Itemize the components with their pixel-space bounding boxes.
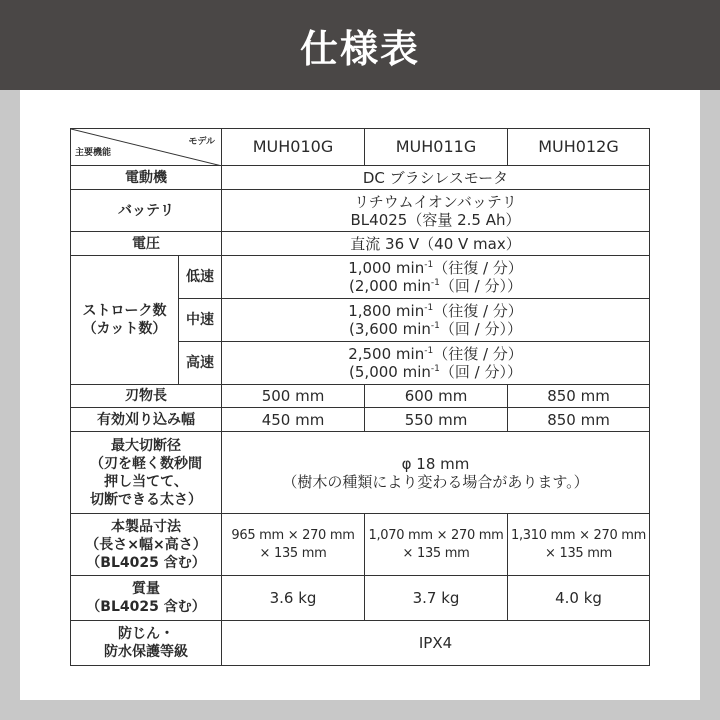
mass-label-line2: （BL4025 含む） <box>86 599 206 615</box>
dimensions-3 <box>508 514 650 576</box>
mass-2: 3.7 kg <box>365 576 508 621</box>
waterproof-label <box>71 621 222 666</box>
spec-panel <box>20 90 700 700</box>
speed-low-label: 低速 <box>179 256 222 299</box>
speed-high-cuts: (5,000 <box>349 363 403 381</box>
blade-length-label: 刃物長 <box>71 385 222 408</box>
speed-mid-unit2: （回 / 分）） <box>439 320 522 338</box>
min-exponent: -1 <box>430 278 440 288</box>
min-exponent: -1 <box>430 321 440 331</box>
max-cut-label-line3: 押し当てて、 <box>104 473 188 490</box>
corner-cell <box>71 129 222 166</box>
stroke-label <box>71 256 179 385</box>
min-unit: min <box>395 345 425 363</box>
stroke-label-line2: （カット数） <box>82 321 167 337</box>
speed-low-value <box>222 256 650 299</box>
min-unit: min <box>395 302 425 320</box>
stroke-label-line1: ストローク数 <box>82 303 167 319</box>
min-exponent: -1 <box>424 260 434 270</box>
dimensions-1 <box>222 514 365 576</box>
max-cut-label-line2: （刃を軽く数秒間 <box>90 455 202 472</box>
mass-1: 3.6 kg <box>222 576 365 621</box>
dimensions-1-line2: × 135 mm <box>259 545 327 561</box>
model-header-2: MUH011G <box>365 129 508 166</box>
dimensions-2-line2: × 135 mm <box>402 545 470 561</box>
speed-mid-strokes: 1,800 <box>348 302 396 320</box>
min-unit: min <box>402 363 431 381</box>
effective-width-3: 850 mm <box>508 408 650 432</box>
speed-low-unit2: （回 / 分）） <box>439 277 522 295</box>
waterproof-label-line2: 防水保護等級 <box>104 644 188 660</box>
battery-type: リチウムイオンバッテリ <box>354 192 517 211</box>
page-title: 仕様表 <box>299 26 420 71</box>
effective-width-2: 550 mm <box>365 408 508 432</box>
min-exponent: -1 <box>424 303 434 313</box>
speed-low-unit1: （往復 / 分） <box>433 259 523 277</box>
max-cut-label-line1: 最大切断径 <box>111 437 181 454</box>
max-cut-note: （樹木の種類により変わる場合があります。） <box>282 472 589 491</box>
motor-value: DC ブラシレスモータ <box>222 166 650 190</box>
model-header-3: MUH012G <box>508 129 650 166</box>
speed-mid-label: 中速 <box>179 299 222 342</box>
min-unit: min <box>402 320 431 338</box>
speed-high-unit1: （往復 / 分） <box>433 345 523 363</box>
motor-label: 電動機 <box>71 166 222 190</box>
voltage-value: 直流 36 V（40 V max） <box>222 232 650 256</box>
waterproof-label-line1: 防じん・ <box>118 626 174 642</box>
dimensions-label <box>71 514 222 576</box>
dimensions-3-line2: × 135 mm <box>545 545 612 561</box>
speed-high-label: 高速 <box>179 342 222 385</box>
speed-high-unit2: （回 / 分）） <box>439 363 522 381</box>
model-header-1: MUH010G <box>222 129 365 166</box>
max-cut-diameter: φ 18 mm <box>401 454 470 473</box>
speed-low-cuts: (2,000 <box>349 277 403 295</box>
dimensions-label-line2: （長さ×幅×高さ） <box>85 536 207 553</box>
blade-length-1: 500 mm <box>222 385 365 408</box>
max-cut-value <box>222 432 650 514</box>
dimensions-label-line1: 本製品寸法 <box>111 518 181 535</box>
max-cut-label <box>71 432 222 514</box>
min-exponent: -1 <box>424 346 434 356</box>
speed-mid-unit1: （往復 / 分） <box>433 302 523 320</box>
speed-high-strokes: 2,500 <box>348 345 396 363</box>
effective-width-1: 450 mm <box>222 408 365 432</box>
speed-mid-cuts: (3,600 <box>349 320 403 338</box>
min-exponent: -1 <box>430 364 440 374</box>
mass-label-line1: 質量 <box>132 581 160 597</box>
dimensions-2 <box>365 514 508 576</box>
corner-model-label: モデル <box>188 137 215 147</box>
min-unit: min <box>402 277 431 295</box>
blade-length-2: 600 mm <box>365 385 508 408</box>
speed-mid-value <box>222 299 650 342</box>
battery-label: バッテリ <box>71 190 222 232</box>
spec-table <box>70 128 650 666</box>
effective-width-label: 有効刈り込み幅 <box>71 408 222 432</box>
speed-low-strokes: 1,000 <box>348 259 396 277</box>
dimensions-1-line1: 965 mm × 270 mm <box>231 527 355 543</box>
dimensions-2-line1: 1,070 mm × 270 mm <box>368 527 504 543</box>
dimensions-3-line1: 1,310 mm × 270 mm <box>510 527 646 543</box>
max-cut-label-line4: 切断できる太さ） <box>90 491 202 508</box>
speed-high-value <box>222 342 650 385</box>
mass-label <box>71 576 222 621</box>
corner-feature-label: 主要機能 <box>75 148 112 158</box>
battery-value <box>222 190 650 232</box>
waterproof-value: IPX4 <box>222 621 650 666</box>
dimensions-label-line3: （BL4025 含む） <box>86 554 206 571</box>
header-banner <box>0 0 720 90</box>
voltage-label: 電圧 <box>71 232 222 256</box>
battery-model: BL4025（容量 2.5 Ah） <box>350 210 521 229</box>
min-unit: min <box>395 259 425 277</box>
mass-3: 4.0 kg <box>508 576 650 621</box>
blade-length-3: 850 mm <box>508 385 650 408</box>
